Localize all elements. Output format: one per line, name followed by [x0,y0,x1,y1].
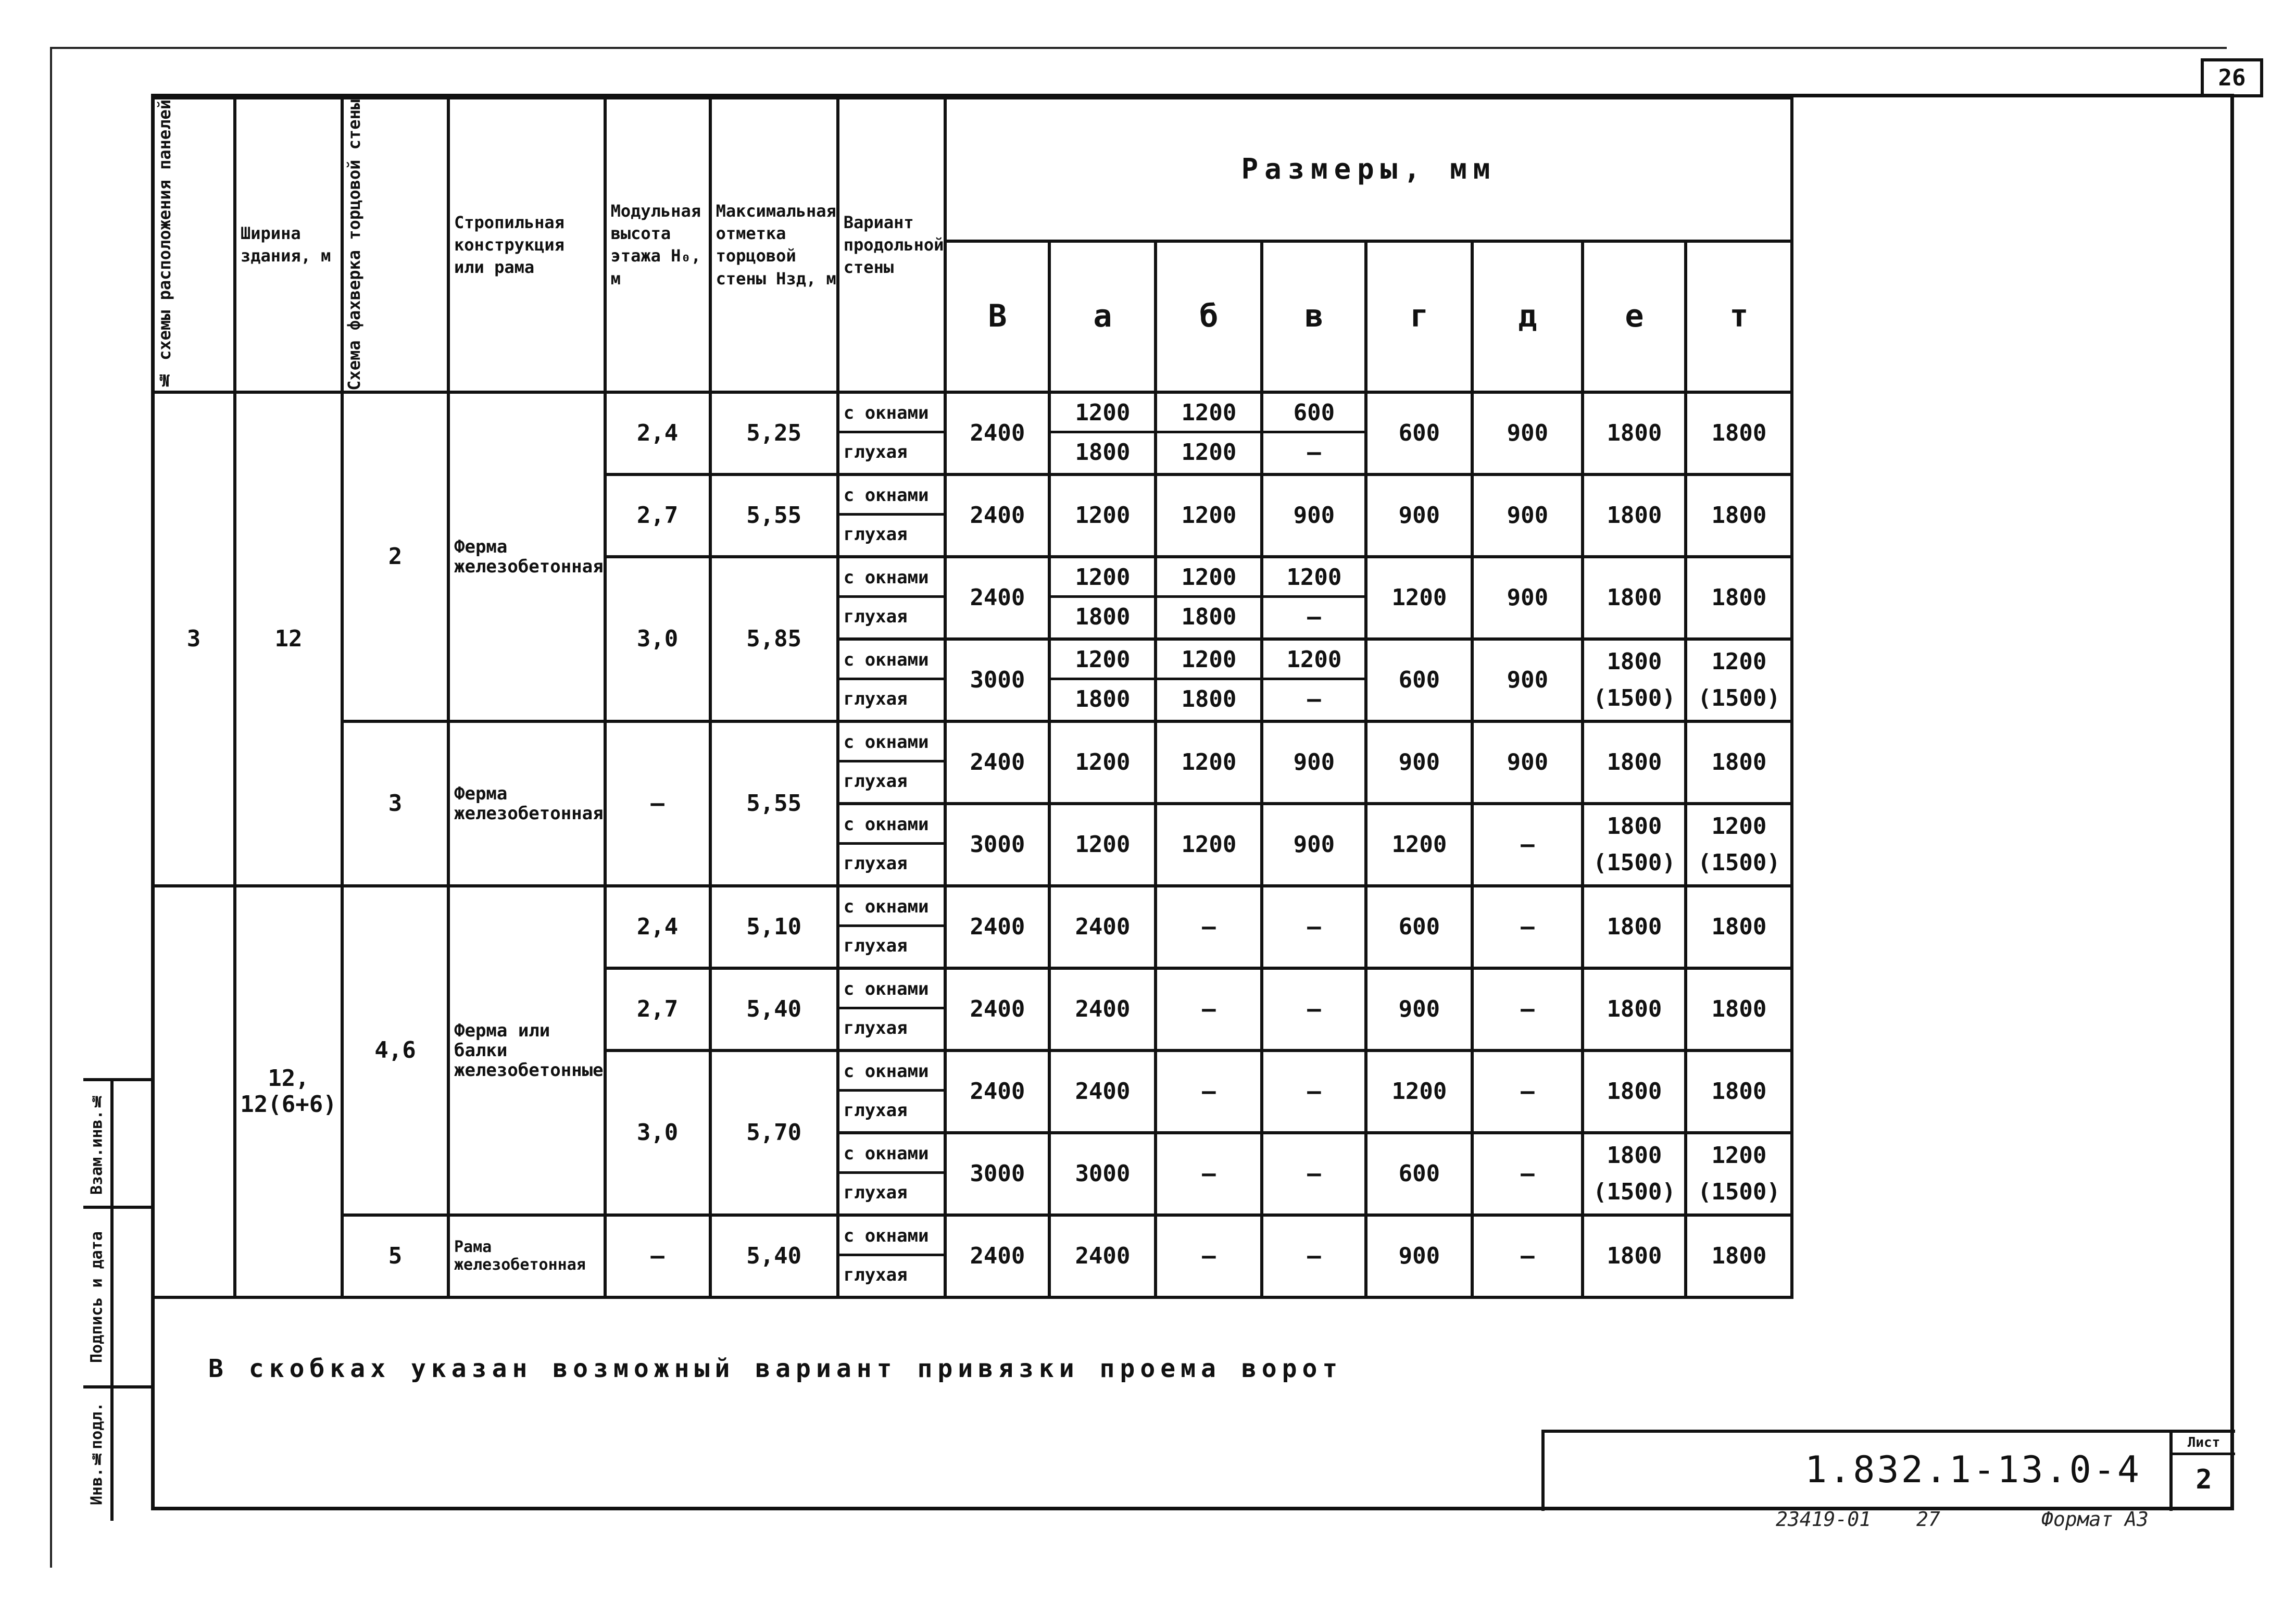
table-row [153,721,1792,804]
cell-max-mark: 5,40 [710,1215,838,1297]
cell-g: 1200 [1366,804,1472,886]
cell-max-mark: 5,85 [710,557,838,721]
cell-v: — [1262,1133,1366,1215]
cell-B: 2400 [945,557,1049,639]
cell-variant: с окнами глухая [838,804,946,886]
cell-height: — [605,721,710,886]
cell-variant: с окнами глухая [838,886,946,968]
cell-variant: с окнами глухая [838,968,946,1050]
cell-variant: с окнами глухая [838,1215,946,1297]
cell-B: 2400 [945,886,1049,968]
outer-border-left [50,47,52,1568]
inventory-no-label: Инв.№подл. [87,1402,106,1505]
table-row [153,886,1792,968]
sheet-box [2169,1433,2235,1511]
cell-t: 1800 [1686,1215,1792,1297]
cell-max-mark: 5,55 [710,474,838,557]
cell-d: 900 [1472,721,1583,804]
cell-a: 2400 [1049,1050,1156,1133]
cell-v: 900 [1262,474,1366,557]
cell-B: 2400 [945,392,1049,474]
cell-v: 900 [1262,804,1366,886]
cell-height: 2,4 [605,886,710,968]
cell-variant: с окнами глухая [838,557,946,639]
header-modular-height: Модульная высота этажа Н₀, м [605,98,710,392]
cell-e: 1800 [1583,1050,1686,1133]
cell-g: 600 [1366,1133,1472,1215]
cell-d: — [1472,1050,1583,1133]
cell-v: — [1262,1050,1366,1133]
header-max-mark: Максимальная отметка торцовой стены Нзд, м [710,98,838,392]
cell-width: 12, 12(6+6) [235,886,342,1297]
cell-variant: с окнами глухая [838,1050,946,1133]
cell-max-mark: 5,70 [710,1050,838,1215]
sheet-number: 2 [2195,1464,2212,1495]
copy-number: 27 [1916,1508,1940,1531]
cell-b: 1200 [1156,804,1262,886]
cell-b: 1200 1200 [1156,392,1262,474]
cell-t: 1200 (1500) [1686,1133,1792,1215]
cell-g: 1200 [1366,557,1472,639]
cell-t: 1800 [1686,557,1792,639]
cell-height: 3,0 [605,557,710,721]
cell-B: 3000 [945,639,1049,721]
cell-v: 1200 — [1262,557,1366,639]
cell-t: 1800 [1686,968,1792,1050]
cell-variant: с окнами глухая [838,721,946,804]
cell-d: 900 [1472,392,1583,474]
cell-b: — [1156,1215,1262,1297]
cell-a: 1200 [1049,721,1156,804]
cell-B: 3000 [945,804,1049,886]
header-scheme-no: № схемы расположения панелей [153,98,235,392]
cell-structure: Ферма железобетонная [448,392,605,721]
cell-end-scheme: 4,6 [342,886,448,1215]
page-number: 26 [2201,58,2263,97]
cell-e: 1800 [1583,474,1686,557]
cell-variant: с окнами глухая [838,639,946,721]
cell-a: 1200 1800 [1049,639,1156,721]
dim-letter-t: т [1686,241,1792,392]
cell-e: 1800 (1500) [1583,1133,1686,1215]
cell-end-scheme: 5 [342,1215,448,1297]
cell-t: 1800 [1686,886,1792,968]
cell-g: 900 [1366,474,1472,557]
cell-g: 1200 [1366,1050,1472,1133]
cell-variant: с окнами глухая [838,1133,946,1215]
dim-letter-a: а [1049,241,1156,392]
cell-b: 1200 [1156,474,1262,557]
dim-letter-e: е [1583,241,1686,392]
cell-B: 2400 [945,721,1049,804]
cell-t: 1800 [1686,392,1792,474]
cell-b: — [1156,968,1262,1050]
cell-v: 900 [1262,721,1366,804]
cell-d: 900 [1472,474,1583,557]
replaced-inv-label: Взам.инв.№ [87,1092,106,1195]
cell-v: — [1262,1215,1366,1297]
cell-B: 3000 [945,1133,1049,1215]
dim-letter-b: б [1156,241,1262,392]
cell-max-mark: 5,10 [710,886,838,968]
cell-d: — [1472,968,1583,1050]
cell-t: 1800 [1686,474,1792,557]
cell-t: 1200 (1500) [1686,639,1792,721]
cell-e: 1800 [1583,392,1686,474]
cell-height: — [605,1215,710,1297]
cell-B: 2400 [945,1215,1049,1297]
cell-d: 900 [1472,639,1583,721]
cell-max-mark: 5,40 [710,968,838,1050]
cell-height: 2,4 [605,392,710,474]
cell-g: 600 [1366,392,1472,474]
cell-structure: Рама железобетонная [448,1215,605,1297]
cell-max-mark: 5,55 [710,721,838,886]
signature-date-label: Подпись и дата [87,1231,106,1363]
cell-height: 2,7 [605,474,710,557]
document-code: 1.832.1-13.0-4 [1805,1448,2142,1491]
cell-d: — [1472,1215,1583,1297]
dim-letter-d: д [1472,241,1583,392]
cell-scheme-no [153,886,235,1297]
dim-letter-B: В [945,241,1049,392]
cell-B: 2400 [945,1050,1049,1133]
cell-t: 1800 [1686,721,1792,804]
cell-a: 2400 [1049,1215,1156,1297]
cell-B: 2400 [945,968,1049,1050]
title-block [1541,1430,2235,1511]
header-longitudinal-variant: Вариант продольной стены [838,98,946,392]
header-truss-structure: Стропильная конструкция или рама [448,98,605,392]
cell-b: 1200 1800 [1156,557,1262,639]
cell-end-scheme: 2 [342,392,448,721]
cell-e: 1800 [1583,721,1686,804]
cell-d: — [1472,886,1583,968]
cell-e: 1800 (1500) [1583,804,1686,886]
header-building-width: Ширина здания, м [235,98,342,392]
cell-a: 3000 [1049,1133,1156,1215]
cell-v: 600 — [1262,392,1366,474]
header-dimensions: Размеры, мм [945,98,1792,241]
cell-B: 2400 [945,474,1049,557]
cell-e: 1800 (1500) [1583,639,1686,721]
cell-e: 1800 [1583,557,1686,639]
cell-b: — [1156,1133,1262,1215]
cell-variant: с окнами глухая [838,392,946,474]
cell-g: 600 [1366,886,1472,968]
order-number: 23419-01 [1776,1508,1872,1531]
cell-height: 2,7 [605,968,710,1050]
cell-d: — [1472,804,1583,886]
cell-b: 1200 [1156,721,1262,804]
cell-a: 1200 1800 [1049,557,1156,639]
sheet-label: Лист [2173,1435,2235,1455]
cell-v: 1200 — [1262,639,1366,721]
cell-g: 600 [1366,639,1472,721]
side-strip-divider [110,1078,114,1521]
cell-g: 900 [1366,968,1472,1050]
cell-g: 900 [1366,1215,1472,1297]
cell-structure: Ферма или балки железобетонные [448,886,605,1215]
cell-v: — [1262,886,1366,968]
cell-t: 1800 [1686,1050,1792,1133]
dim-letter-g: г [1366,241,1472,392]
dim-letter-v: в [1262,241,1366,392]
cell-structure: Ферма железобетонная [448,721,605,886]
cell-a: 1200 [1049,474,1156,557]
cell-height: 3,0 [605,1050,710,1215]
cell-g: 900 [1366,721,1472,804]
outer-border-top [50,47,2227,49]
cell-width: 12 [235,392,342,886]
footnote: В скобках указан возможный вариант привязки проема ворот [208,1354,1343,1383]
cell-end-scheme: 3 [342,721,448,886]
cell-b: — [1156,886,1262,968]
cell-e: 1800 [1583,886,1686,968]
cell-a: 1200 1800 [1049,392,1156,474]
cell-b: — [1156,1050,1262,1133]
cell-a: 1200 [1049,804,1156,886]
cell-t: 1200 (1500) [1686,804,1792,886]
table-row [153,392,1792,474]
cell-e: 1800 [1583,1215,1686,1297]
dimensions-table [151,96,1793,1299]
cell-e: 1800 [1583,968,1686,1050]
cell-b: 1200 1800 [1156,639,1262,721]
cell-variant: с окнами глухая [838,474,946,557]
cell-a: 2400 [1049,968,1156,1050]
side-stamp-strip [83,1078,151,1521]
table-row [153,1215,1792,1297]
cell-d: 900 [1472,557,1583,639]
cell-v: — [1262,968,1366,1050]
header-end-wall-scheme: Схема фахверка торцовой стены [342,98,448,392]
cell-a: 2400 [1049,886,1156,968]
cell-d: — [1472,1133,1583,1215]
cell-scheme-no: 3 [153,392,235,886]
format-label: Формат А3 [2041,1508,2149,1531]
cell-max-mark: 5,25 [710,392,838,474]
